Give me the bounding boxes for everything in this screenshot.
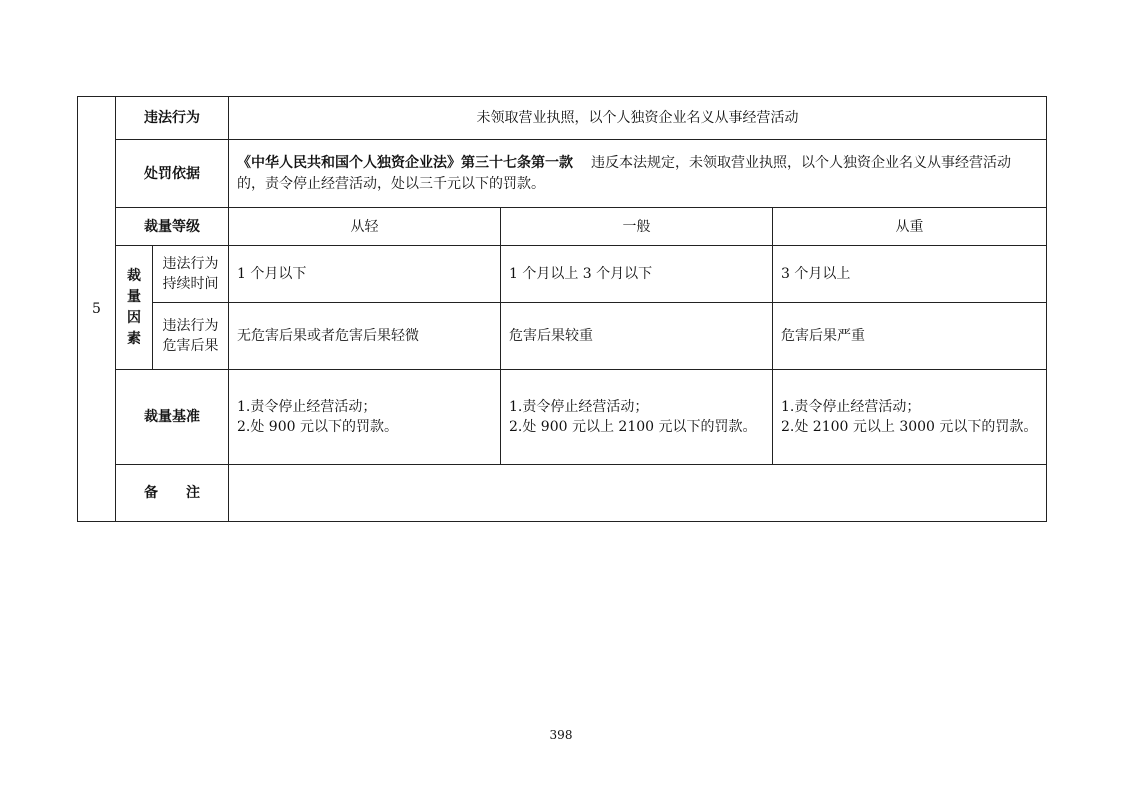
standard-heavy	[773, 370, 1047, 465]
duration-normal: 1 个月以上 3 个月以下	[501, 246, 773, 303]
consequence-light: 无危害后果或者危害后果轻微	[229, 303, 501, 370]
factors-label: 裁量因素	[127, 267, 141, 347]
consequence-label: 违法行为危害后果	[153, 303, 229, 370]
standard-normal	[501, 370, 773, 465]
remarks-value	[229, 465, 1047, 522]
standard-light	[229, 370, 501, 465]
grade-row	[78, 208, 1047, 246]
grade-label: 裁量等级	[116, 208, 229, 246]
penalty-basis-row	[78, 140, 1047, 208]
standard-heavy-line-1: 1.责令停止经营活动；	[781, 399, 921, 415]
standard-light-line-2: 2.处 900 元以下的罚款。	[237, 419, 398, 435]
illegal-act-row	[78, 97, 1047, 140]
duration-heavy: 3 个月以上	[773, 246, 1047, 303]
standard-light-line-1: 1.责令停止经营活动；	[237, 399, 377, 415]
duration-light: 1 个月以下	[229, 246, 501, 303]
duration-row	[78, 246, 1047, 303]
law-reference: 《中华人民共和国个人独资企业法》第三十七条第一款	[237, 154, 573, 171]
row-number: 5	[78, 97, 116, 522]
standard-normal-line-1: 1.责令停止经营活动；	[509, 399, 649, 415]
remarks-row	[78, 465, 1047, 522]
standard-label: 裁量基准	[116, 370, 229, 465]
page-number: 398	[549, 728, 573, 742]
discretion-standard-table	[77, 96, 1047, 522]
remarks-label: 备 注	[116, 465, 229, 522]
standard-normal-line-2: 2.处 900 元以上 2100 元以下的罚款。	[509, 419, 757, 435]
duration-label: 违法行为持续时间	[153, 246, 229, 303]
consequence-heavy: 危害后果严重	[773, 303, 1047, 370]
illegal-act-label: 违法行为	[116, 97, 229, 140]
penalty-basis-label: 处罚依据	[116, 140, 229, 208]
illegal-act-value: 未领取营业执照，以个人独资企业名义从事经营活动	[229, 97, 1047, 140]
grade-normal: 一般	[501, 208, 773, 246]
grade-light: 从轻	[229, 208, 501, 246]
penalty-basis-cell	[229, 140, 1047, 208]
factors-label-cell	[116, 246, 153, 370]
penalty-basis-text: 违反本法规定，未领取营业执照，以个人独资企业名义从事经营活动的，责令停止经营活动，处以三千元以下的罚款。	[237, 154, 1011, 192]
consequence-row	[78, 303, 1047, 370]
consequence-normal: 危害后果较重	[501, 303, 773, 370]
grade-heavy: 从重	[773, 208, 1047, 246]
standard-row	[78, 370, 1047, 465]
standard-heavy-line-2: 2.处 2100 元以上 3000 元以下的罚款。	[781, 419, 1038, 435]
